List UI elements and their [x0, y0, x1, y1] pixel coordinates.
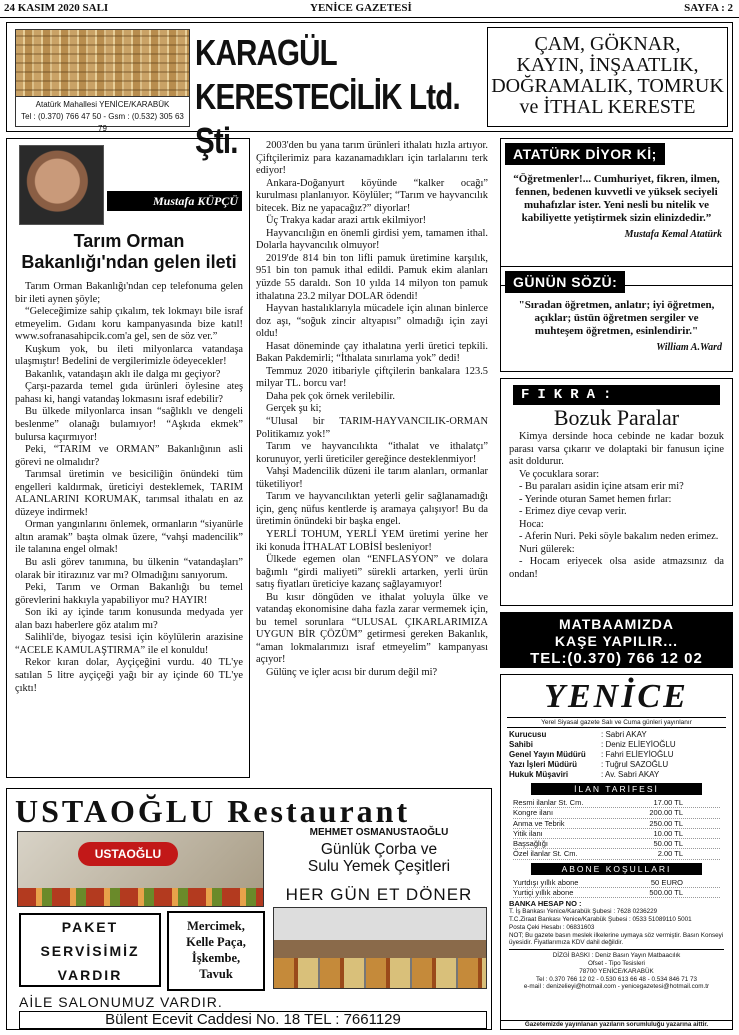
printing-ad — [500, 612, 733, 668]
row-label: Kongre ilanı — [513, 808, 554, 818]
doner-tagline: HER GÜN ET DÖNER — [285, 885, 473, 904]
issue-date: 24 KASIM 2020 SALI — [4, 2, 109, 14]
row-value: : Tuğrul SAZOĞLU — [601, 760, 669, 769]
joke-text — [501, 431, 732, 581]
printing-ad-line: MATBAAMIZDA — [559, 616, 674, 632]
newspaper-name: YENİCE GAZETESİ — [310, 2, 412, 14]
article-title-line1: Tarım Orman — [73, 231, 185, 251]
row-label: Hukuk Müşaviri — [509, 770, 569, 779]
company-name-line2: KERESTECİLİK Ltd. Şti. — [195, 76, 460, 161]
quote-of-day-label: GÜNÜN SÖZÜ: — [505, 271, 625, 293]
table-row — [513, 849, 720, 859]
paragraph: Nuri gülerek: — [519, 543, 575, 555]
bank-title: BANKA HESAP NO : — [509, 899, 582, 909]
page-header — [0, 0, 739, 18]
paragraph: - Erimez diye cevap verir. — [519, 506, 627, 517]
table-row — [513, 888, 720, 898]
bank-accounts — [509, 900, 724, 947]
products-line: ve İTHAL KERESTE — [519, 96, 696, 118]
joke-label: FIKRA: — [513, 385, 720, 405]
paragraph: 2019'de 814 bin ton lifli pamuk üretimine karşılık, 951 bin ton pamuk ithal edildi. Pamuk ekim alanları yüzde 55 daraldı. Son 10 yılda 14 milyon ton pamuk ithalatına 23.2 milyar DOLAR ödendi! — [256, 252, 488, 302]
paragraph: Ülkede egemen olan “ENFLASYON” ve dolara bağımlı “girdi maliyeti” sürekli artarken, yerli ürün satış fiyatları üreticiye kazanç sağlayamıyor! — [256, 554, 488, 591]
row-value: : Av. Sabri AKAY — [601, 770, 660, 779]
table-row — [513, 839, 720, 849]
printing-ad-phone: TEL:(0.370) 766 12 02 — [530, 650, 703, 667]
ad-address: Atatürk Mahallesi YENİCE/KARABÜK — [35, 100, 170, 109]
author-photo — [19, 145, 104, 225]
products-line: KAYIN, İNŞAATLIK, — [516, 54, 699, 76]
masthead-logo: YENİCE — [544, 678, 689, 715]
printing-line: DİZGİ BASKI : Deniz Basın Yayın Matbaacılık — [552, 952, 681, 960]
row-value: : Deniz ELİEYİOĞLU — [601, 740, 676, 749]
rates-label: İLAN TARİFESİ — [531, 783, 702, 795]
paragraph: Orman yangınlarını önlemek, ormanların “siyanürle altın aramak” başta olmak üzere, “vahşi madencilik” ile talanına engel olmak! — [15, 519, 243, 556]
delivery-box — [19, 913, 161, 987]
table-row — [513, 829, 720, 839]
paragraph: Kuşkum yok, bu ileti milyonlarca vatandaşa ulaşmıştır! Bedelini de vergilerimizle ödeyecekler! — [15, 343, 243, 368]
paragraph: Salihli'de, biyogaz tesisi için köylülerin arazisine “ACELE KAMULAŞTIRMA” ile el konuldu! — [15, 632, 243, 656]
article-body-middle — [256, 140, 488, 680]
soup-item: Kelle Paça, — [186, 935, 246, 949]
soup-item: Tavuk — [199, 967, 233, 981]
row-label: Yurtdışı yıllık abone — [513, 877, 579, 887]
ad-phone: Tel : (0.370) 766 47 50 - Gsm : (0.532) 305 63 79 — [21, 112, 184, 133]
table-row — [509, 750, 724, 760]
paragraph: “Ulusal bir TARIM-HAYVANCILIK-ORMAN Politikamız yok!” — [256, 416, 488, 440]
owner-name: MEHMET OSMANUSTAOĞLU — [309, 827, 449, 838]
table-row — [513, 808, 720, 818]
masthead-subtitle: Yerel Siyasal gazete Salı ve Cuma günleri yayınlanır — [507, 717, 726, 728]
paragraph: Bu kısır döngüden ve ithalat yoluyla ülke ve vatandaş ekonomisine daha fazla zarar vermemek için, bu temel sorunlara “ULUSAL ÇIKARLARIMIZA UYGUN BİR ÇÖZÜM” getirmesi gereken Bakanlık, “aman lokmalarımızı israf etmeyelim” kampanyası açıyor! — [256, 591, 488, 666]
table-row — [509, 760, 724, 770]
ataturk-author: Mustafa Kemal Atatürk — [624, 229, 722, 240]
company-name-line1: KARAGÜL — [195, 32, 337, 73]
delivery-line: VARDIR — [57, 967, 123, 983]
delivery-line: PAKET — [61, 919, 119, 935]
paragraph: Tarım ve hayvancılıktan yeterli gelir sağlanamadığı için, genç nüfus kentlerde iş aramaya çalışıyor! Bu da üretimin önündeki bir başka engel. — [256, 491, 488, 528]
paragraph: Bu asli görev tanımına, bu ülkenin “vatandaşları” olarak bir itirazınız var mı? Olmadığını sanıyorum. — [15, 557, 243, 581]
restaurant-sign: USTAOĞLU — [78, 842, 178, 866]
family-hall: AİLE SALONUMUZ VARDIR. — [19, 994, 223, 1010]
row-label: Kurucusu — [509, 730, 547, 739]
paragraph: Son iki ay içinde tarım konusunda medyada yer alan bazı haberlere göz atalım mı? — [15, 607, 243, 631]
table-row — [513, 819, 720, 829]
paragraph: 2003'den bu yana tarım ürünleri ithalatı hızla artıyor. Çiftçilerimiz para kazanamadıkları için tarlalarını terk ediyor! — [256, 140, 488, 177]
paragraph: - Bu paraları asidin içine atsam erir mi? — [519, 481, 684, 492]
column-middle — [252, 138, 492, 778]
quote-of-day-text: "Sıradan öğretmen, anlatır; iyi öğretmen, açıklar; üstün öğretmen sergiler ve muhteşem öğretmen, esinlendirir." — [518, 299, 715, 337]
table-row — [513, 798, 720, 808]
paragraph: Peki, Tarım ve Orman Bakanlığı bu temel görevlerini hakkıyla yapabiliyor mu? HAYIR! — [15, 582, 243, 606]
row-label: Sahibi — [509, 740, 534, 749]
subscription-table — [513, 878, 720, 899]
printing-line: Ofset - Tipo Tesisleri — [588, 959, 645, 967]
lumber-image — [15, 29, 190, 133]
column-left — [6, 138, 250, 778]
paragraph: Daha pek çok örnek verilebilir. — [266, 390, 395, 402]
paragraph: Bu ülkede milyonlarca insan “sağlıklı ve dengeli beslenme” olanağı bulamıyor! “Aşkıda ekmek” bulursa kaçırmıyor! — [15, 406, 243, 443]
paragraph: Ve çocuklara sorar: — [519, 468, 600, 480]
table-row — [509, 770, 724, 780]
paragraph: Üç Trakya kadar arazi artık ekilmiyor! — [266, 215, 427, 227]
row-value: 10.00 TL — [653, 828, 683, 838]
daily-menu-line: Günlük Çorba ve — [320, 841, 438, 858]
paragraph: Hoca: — [519, 518, 544, 530]
staff-list — [509, 730, 724, 780]
printing-line: e-mail : denizelieyi@hotmail.com - yenicegazetesi@hotmail.com.tr — [523, 983, 710, 991]
products-line: DOĞRAMALIK, TOMRUK — [491, 75, 724, 97]
soups-box — [167, 911, 265, 991]
quote-of-day — [500, 266, 733, 372]
paragraph: Ankara-Doğanyurt köyünde “kalker ocağı” kurulması planlanıyor. Köylüler; “Tarım ve hayvancılık bitecek. Biz ne yapacağız?” diyorlar! — [256, 177, 488, 214]
article-body-left — [15, 281, 243, 695]
disclaimer: Gazetemizde yayınlanan yazıların sorumluluğu yazarına aittir. — [501, 1020, 732, 1029]
masthead-box — [500, 674, 733, 1030]
article-title-line2: Bakanlığı'ndan gelen ileti — [21, 252, 237, 272]
paragraph: - Yerinde oturan Samet hemen fırlar: — [519, 493, 672, 505]
joke-box — [500, 378, 733, 606]
paragraph: - Hocam eriyecek olsa aside atmazsınız da ondan! — [509, 556, 724, 580]
joke-title: Bozuk Paralar — [553, 405, 680, 430]
printing-line: Tel : 0.370 766 12 02 - 0.530 613 66 48 - 0.534 846 71 73 — [535, 975, 698, 983]
row-value: 500.00 TL — [649, 888, 683, 898]
row-label: Yazı İşleri Müdürü — [509, 760, 578, 769]
article-title — [7, 231, 251, 273]
row-label: Genel Yayın Müdürü — [509, 750, 586, 759]
row-label: Başsağlığı — [513, 839, 549, 849]
paragraph: - Aferin Nuri. Peki söyle bakalım neden erimez. — [519, 531, 719, 542]
ustaoglu-ad — [6, 788, 492, 1030]
printing-ad-line: KAŞE YAPILIR... — [554, 633, 679, 649]
printing-info — [509, 949, 724, 991]
paragraph: Rekor kıran dolar, Ayçiçeğini vurdu. 40 TL'ye satılan 5 litre ayçiçeği yağı bir ay içinde 60 TL'ye çıktı! — [15, 657, 243, 694]
paragraph: Vahşi Madencilik düzeni ile tarım alanları, ormanlar tüketiliyor! — [256, 466, 488, 490]
restaurant-address: Bülent Ecevit Caddesi No. 18 TEL : 7661129 — [19, 1011, 487, 1029]
paragraph: Hayvancılığın en önemli girdisi yem, tamamen ithal. Dolarla hayvancılık olmuyor! — [256, 227, 488, 252]
products-box — [487, 27, 728, 127]
bank-line: T.C.Ziraat Bankası Yenice/Karabük Şubesi : 0533 51089110 5001 — [509, 915, 692, 923]
row-value: 50.00 TL — [653, 839, 683, 849]
table-row — [513, 878, 720, 888]
row-value: 17.00 TL — [653, 798, 683, 807]
printing-line: 78700 YENİCE/KARABÜK — [579, 967, 654, 975]
row-label: Özel ilanlar St. Cm. — [513, 849, 578, 859]
row-value: 200.00 TL — [649, 808, 683, 818]
row-value: 50 EURO — [650, 877, 683, 887]
row-value: : Fahri ELİEYİOĞLU — [601, 750, 674, 759]
rates-table — [513, 798, 720, 860]
bank-line: Posta Çeki Hesabı : 06831603 — [509, 923, 595, 931]
paragraph: Tarımsal üretimin ve besiciliğin önündeki tüm engelleri kaldırmak, üreticiyi desteklemek, TARIM ALANLARINI KORUMAK, tarımsal ithalatı en az düzeye indirmek! — [15, 469, 243, 518]
paragraph: Bakanlık, vatandaşın aklı ile dalga mı geçiyor? — [25, 368, 221, 380]
author-name: Mustafa KÜPÇÜ — [107, 191, 242, 211]
quote-of-day-author: William A.Ward — [656, 342, 722, 353]
paragraph: Gerçek şu ki; — [266, 403, 322, 415]
ataturk-quote: “Öğretmenler!... Cumhuriyet, fikren, ilmen, fennen, bedenen kuvvetli ve yüksek seciyeli muhafızlar ister. Yeni nesli bu nitelik ve kabiliyette yetiştirmek sizin elinizdedir.” — [513, 173, 720, 224]
paragraph: Kimya dersinde hoca cebinde ne kadar bozuk parası varsa çıkarır ve dolaptaki bir fanusun içine asit doldurur. — [509, 431, 724, 467]
subscription-label: ABONE KOŞULLARI — [531, 863, 702, 875]
row-value: 250.00 TL — [649, 818, 683, 828]
table-row — [509, 730, 724, 740]
row-label: Anma ve Tebrik — [513, 818, 565, 828]
soup-item: Mercimek, — [187, 919, 245, 933]
paragraph: Temmuz 2020 itibariyle çiftçilerin bankalara 123.5 milyar TL. borcu var! — [256, 365, 488, 390]
paragraph: Çarşı-pazarda temel gıda ürünleri öylesine ateş pahası ki, hangi vatandaş lokmasını israf edebilir? — [15, 381, 243, 405]
paragraph: Hayvan hastalıklarıyla mücadele için alınan binlerce doz aşı, “soğuk zincir altyapısı” olmadığı için zayi oldu! — [256, 303, 488, 340]
daily-menu — [269, 841, 489, 875]
table-row — [509, 740, 724, 750]
paragraph: Hasat döneminde çay ithalatına yerli üretici tepkili. Bakan Pakdemirli; “İthalata sınırlama yok” dedi! — [256, 340, 488, 365]
paragraph: YERLİ TOHUM, YERLİ YEM üretimi yerine her iki konuda İTHALAT LOBİSİ besleniyor! — [256, 528, 488, 553]
restaurant-photo — [17, 831, 264, 907]
paragraph: Gülünç ve içler acısı bir durum değil mi? — [266, 666, 438, 678]
row-value: 2.00 TL — [657, 849, 683, 859]
row-label: Yurtiçi yıllık abone — [513, 888, 574, 898]
paragraph: Tarım ve hayvancılıkta “ithalat ve ithalatçı” korunuyor, yerli üreticiler gereğince desteklenmiyor! — [256, 441, 488, 465]
row-value: : Sabri AKAY — [601, 730, 647, 739]
bank-line: T. İş Bankası Yenice/Karabük Şubesi : 7628 0236229 — [509, 908, 658, 916]
press-note: NOT; Bu gazete basın meslek ilkelerine uymaya söz vermiştir. Basın Konseyi üyesidir. Fiyatlarımıza KDV dahil değildir. — [509, 931, 724, 947]
row-label: Yitik ilanı — [513, 828, 543, 838]
daily-menu-line: Sulu Yemek Çeşitleri — [307, 858, 451, 875]
page-number: SAYFA : 2 — [684, 2, 733, 14]
ataturk-label: ATATÜRK DİYOR Kİ; — [505, 143, 665, 165]
ataturk-box — [500, 138, 733, 286]
products-line: ÇAM, GÖKNAR, — [534, 33, 681, 55]
paragraph: Peki, “TARIM ve ORMAN” Bakanlığının asli görevi ne olmalıdır? — [15, 444, 243, 468]
paragraph: “Geleceğimize sahip çıkalım, tek lokmayı bile israf etmeyelim. Gıdanı koru kampanyasında bize katıl! www.sofranasahipcik.com'a gel, sen de söz ver.” — [15, 306, 243, 343]
delivery-line: SERVİSİMİZ — [40, 943, 140, 959]
row-label: Resmi ilanlar St. Cm. — [513, 798, 584, 807]
kitchen-photo — [273, 907, 487, 989]
soup-item: İşkembe, — [191, 951, 241, 965]
restaurant-name: USTAOĞLU Restaurant — [15, 793, 411, 829]
paragraph: Tarım Orman Bakanlığı'ndan cep telefonuma gelen bir ileti aynen şöyle; — [15, 281, 243, 305]
